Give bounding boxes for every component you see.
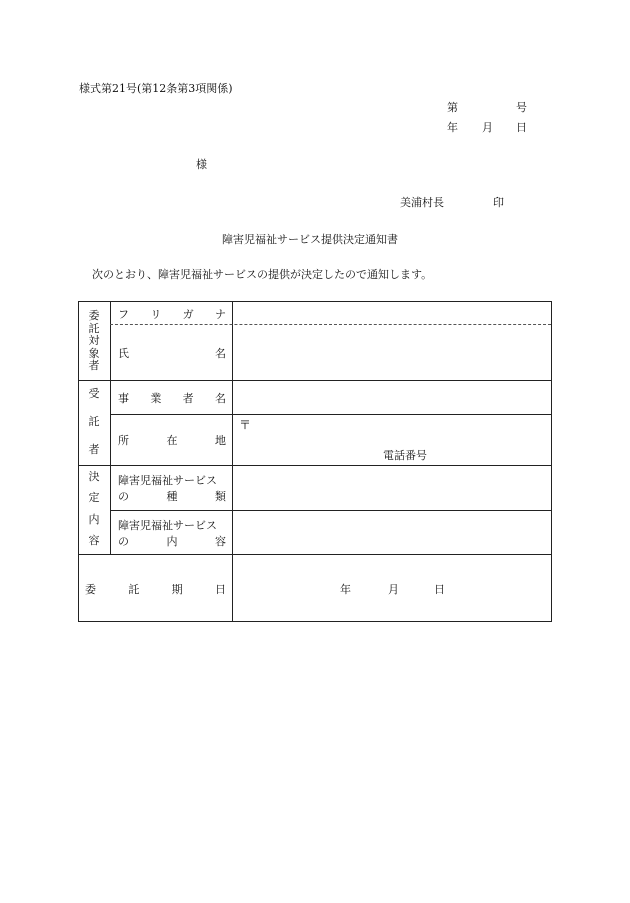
- period-month: 月: [388, 583, 399, 596]
- period-day: 日: [434, 583, 445, 596]
- date-year: 年: [447, 121, 458, 134]
- row-line-5: [78, 554, 552, 555]
- document-title: 障害児福祉サービス提供決定通知書: [222, 233, 398, 246]
- postal-mark: 〒: [239, 418, 252, 432]
- table-group-divider: [110, 301, 111, 554]
- group-label-jutakusha: 受 託 者: [88, 387, 100, 456]
- table-top-border: [78, 301, 552, 302]
- row-line-4: [110, 510, 552, 511]
- table-right-border: [551, 301, 552, 621]
- seal-mark: 印: [493, 196, 504, 209]
- row-line-3: [78, 465, 552, 466]
- row-line-2: [110, 414, 552, 415]
- doc-number-dai: 第: [447, 101, 458, 114]
- label-shozaichi: 所 在 地: [118, 434, 226, 447]
- label-shimei: 氏 名: [118, 347, 226, 360]
- furigana-dashed-line: [110, 324, 551, 325]
- date-month: 月: [482, 121, 493, 134]
- group-label-kettei-naiyo: 決 定 内 容: [88, 470, 100, 547]
- table-bottom-border: [78, 621, 552, 622]
- label-service-type-line1: 障害児福祉サービス: [118, 474, 217, 487]
- group-label-itaku-taishosha: 委 託 対 象 者: [88, 309, 100, 372]
- label-furigana: フ リ ガ ナ: [118, 308, 226, 321]
- intro-text: 次のとおり、障害児福祉サービスの提供が決定したので通知します。: [92, 268, 433, 281]
- table-label-divider: [232, 301, 233, 621]
- addressee-sama: 様: [196, 158, 207, 171]
- label-service-content-line2: の 内 容: [118, 535, 226, 548]
- row-line-1: [78, 380, 552, 381]
- period-year: 年: [340, 583, 351, 596]
- label-jigyoshamei: 事 業 者 名: [118, 392, 226, 405]
- phone-number-label: 電話番号: [383, 449, 427, 462]
- date-day: 日: [516, 121, 527, 134]
- form-number: 様式第21号(第12条第3項関係): [79, 82, 233, 95]
- doc-number-go: 号: [516, 101, 527, 114]
- label-service-content-line1: 障害児福祉サービス: [118, 519, 217, 532]
- label-service-type-line2: の 種 類: [118, 490, 226, 503]
- label-itaku-kijitsu: 委 託 期 日: [85, 583, 226, 596]
- sender-name: 美浦村長: [400, 196, 444, 209]
